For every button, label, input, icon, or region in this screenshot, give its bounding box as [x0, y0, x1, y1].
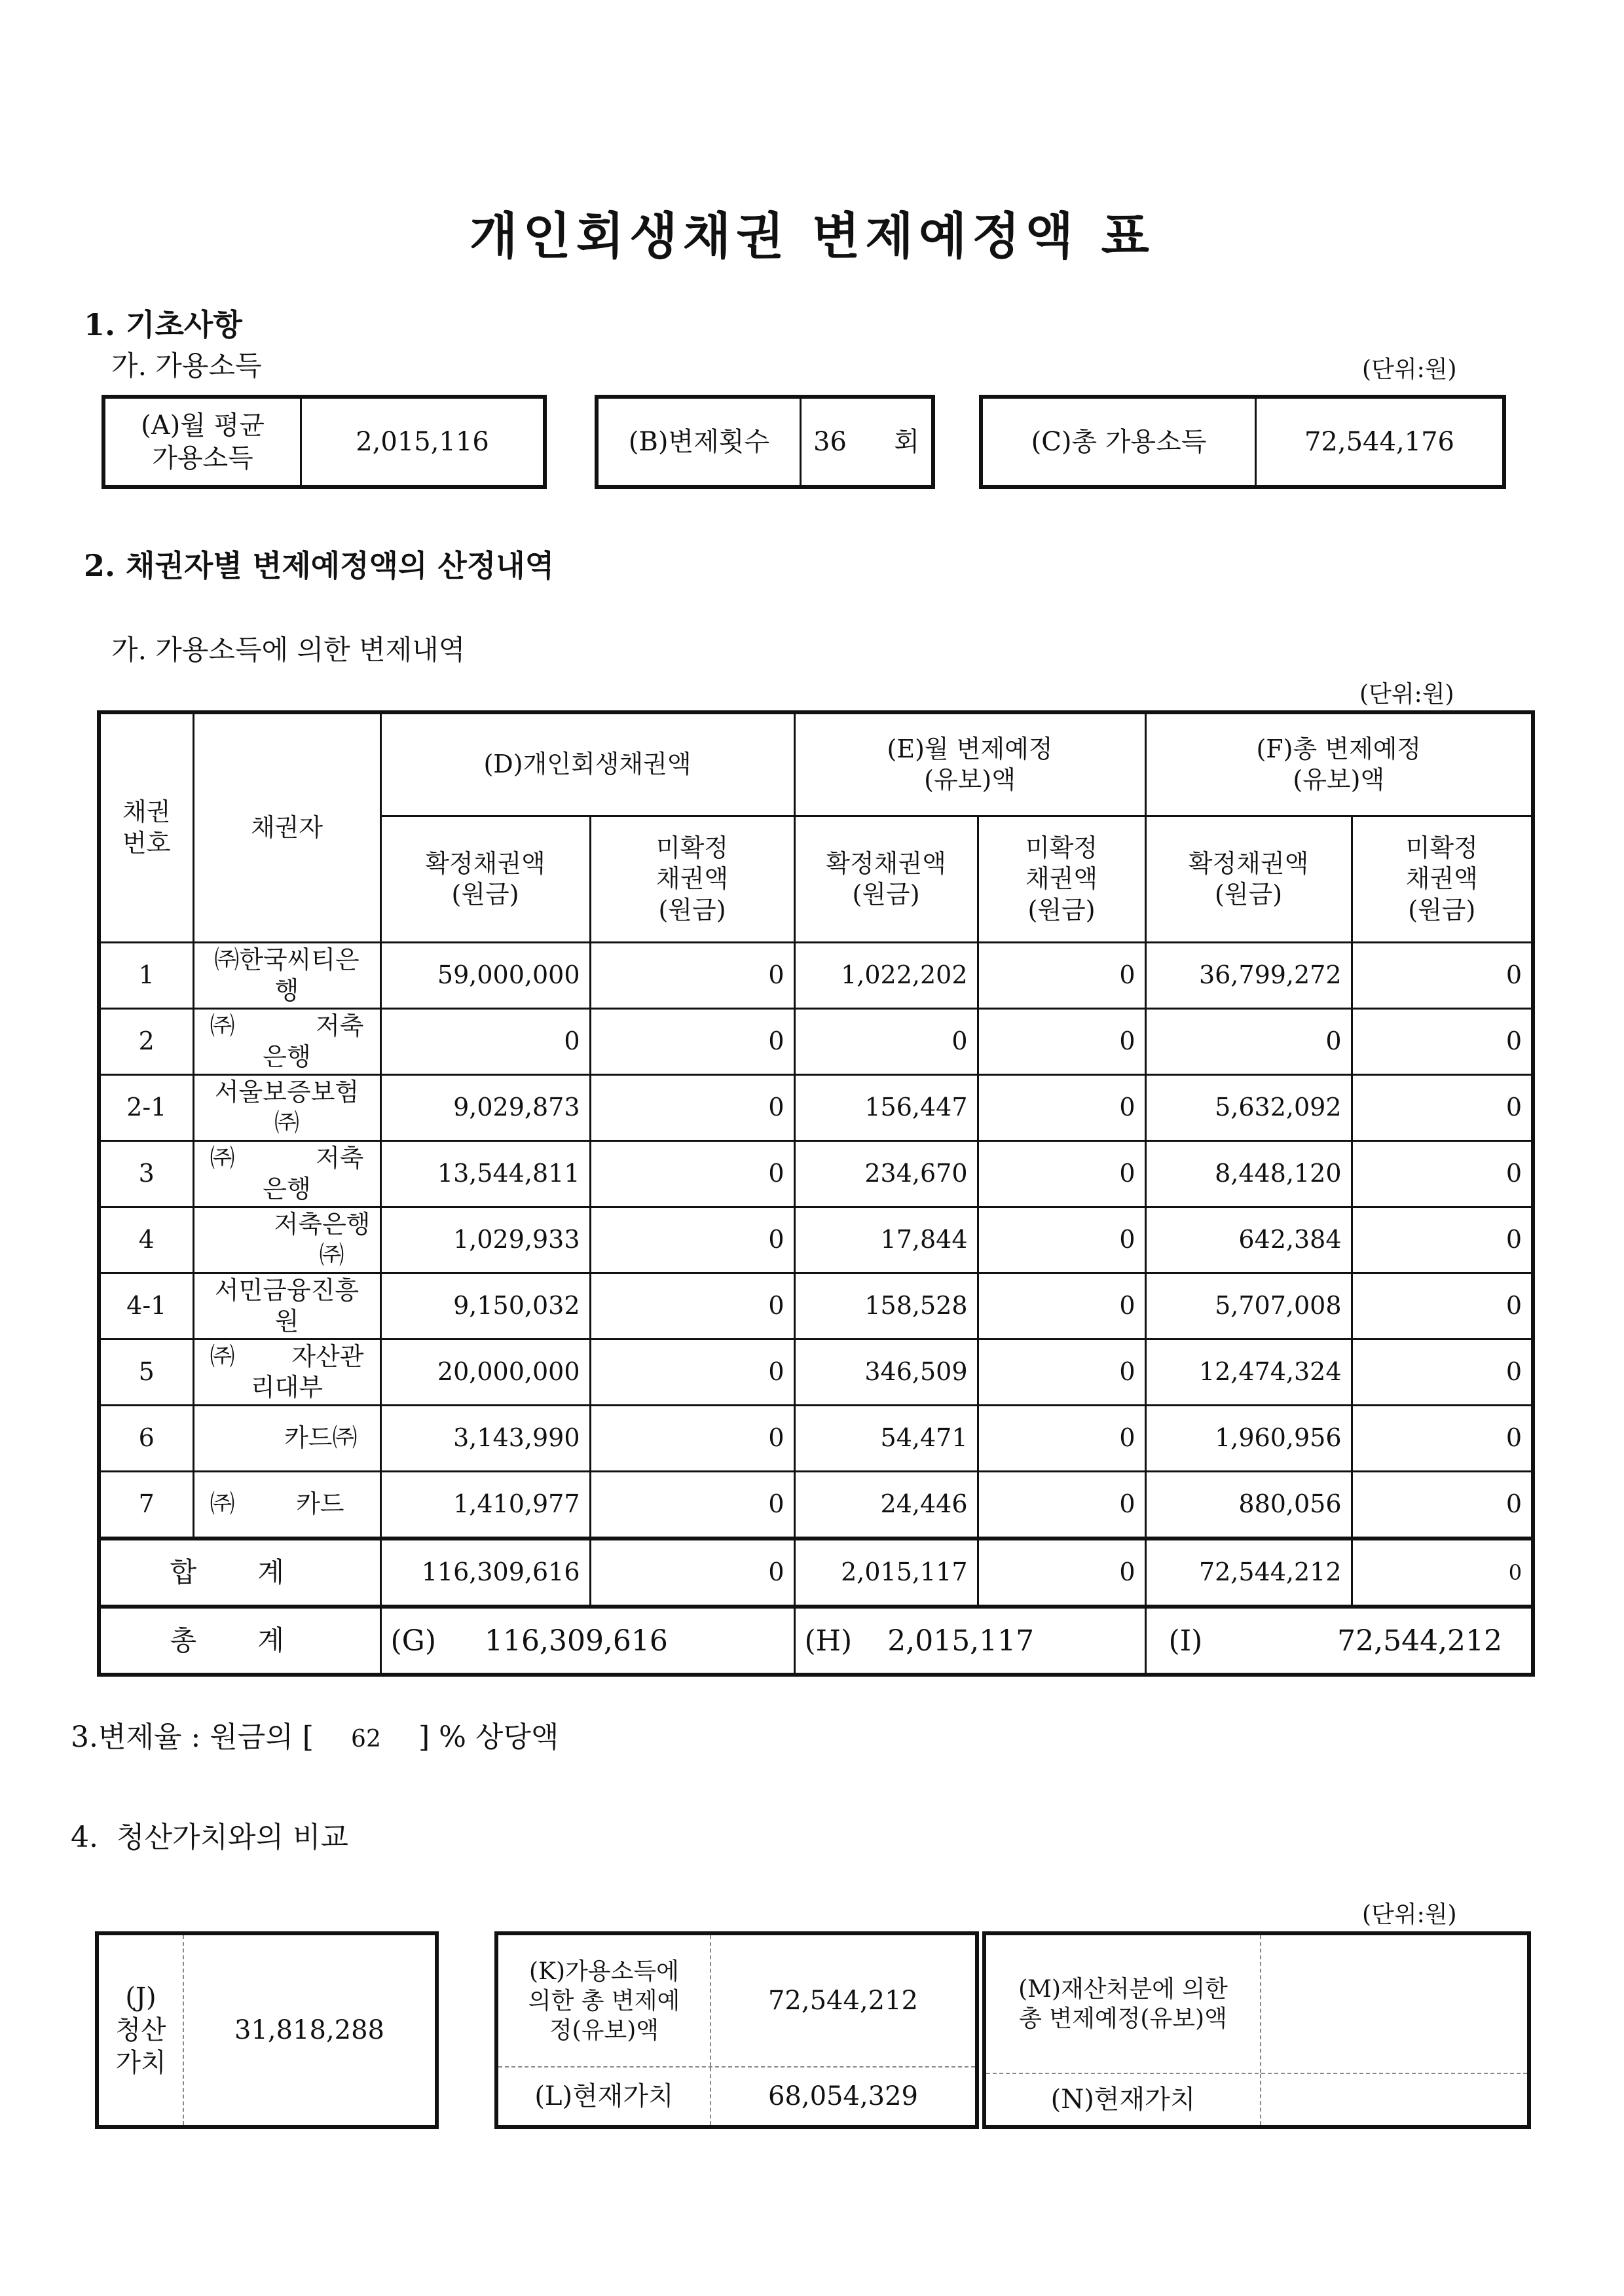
header-d-unconfirmed: 미확정 채권액 (원금): [590, 816, 794, 943]
row-no: 4: [99, 1207, 193, 1273]
section2-subheading: 가. 가용소득에 의한 변제내역: [111, 634, 466, 666]
row-no: 5: [99, 1339, 193, 1406]
f-unconfirmed: 0: [1352, 943, 1533, 1009]
e-confirmed: 24,446: [794, 1472, 978, 1539]
f-confirmed: 36,799,272: [1145, 943, 1352, 1009]
row-no: 2: [99, 1009, 193, 1075]
table-row: [99, 1339, 1533, 1406]
row-no: 3: [99, 1141, 193, 1207]
total-i: [1145, 1607, 1533, 1675]
total-row: [99, 1607, 1533, 1675]
e-unconfirmed: 0: [978, 1273, 1145, 1339]
d-unconfirmed: 0: [590, 1339, 794, 1406]
monthly-income-box: [101, 395, 547, 489]
table-row: [99, 1273, 1533, 1339]
header-f-unconfirmed: 미확정 채권액 (원금): [1352, 816, 1533, 943]
f-unconfirmed: 0: [1352, 1141, 1533, 1207]
f-confirmed: 880,056: [1145, 1472, 1352, 1539]
available-income-comparison-box: [494, 1931, 979, 2129]
f-unconfirmed: 0: [1352, 1406, 1533, 1472]
f-confirmed: 12,474,324: [1145, 1339, 1352, 1406]
creditor-name: 서울보증보험 ㈜: [193, 1075, 380, 1141]
sum-d-confirmed: 116,309,616: [380, 1539, 590, 1607]
d-unconfirmed: 0: [590, 1075, 794, 1141]
f-confirmed: 8,448,120: [1145, 1141, 1352, 1207]
creditor-name: ㈜ 자산관 리대부: [193, 1339, 380, 1406]
header-f: (F)총 변제예정 (유보)액: [1145, 712, 1533, 816]
header-e: (E)월 변제예정 (유보)액: [794, 712, 1145, 816]
section1-subheading: 가. 가용소득: [111, 350, 262, 382]
e-confirmed: 346,509: [794, 1339, 978, 1406]
liquidation-value-label: (J) 청산 가치: [99, 1935, 184, 2125]
e-unconfirmed: 0: [978, 1339, 1145, 1406]
total-income-label: (C)총 가용소득: [983, 399, 1257, 485]
row-no: 7: [99, 1472, 193, 1539]
monthly-income-value: 2,015,116: [356, 427, 489, 457]
f-confirmed: 0: [1145, 1009, 1352, 1075]
e-confirmed: 0: [794, 1009, 978, 1075]
row-no: 2-1: [99, 1075, 193, 1141]
section4-unit: (단위:원): [1362, 1901, 1457, 1928]
repayment-rate-line: [71, 1713, 559, 1755]
d-unconfirmed: 0: [590, 1406, 794, 1472]
f-unconfirmed: 0: [1352, 1009, 1533, 1075]
header-e-confirmed: 확정채권액 (원금): [794, 816, 978, 943]
sum-f-confirmed: 72,544,212: [1145, 1539, 1352, 1607]
creditor-name: 카드㈜: [193, 1406, 380, 1472]
liquidation-value: 31,818,288: [234, 2015, 385, 2045]
liquidation-value-box: [95, 1931, 439, 2129]
section2-heading: 2. 채권자별 변제예정액의 산정내역: [84, 548, 555, 583]
section4-heading: 4. 청산가치와의 비교: [71, 1821, 348, 1854]
table-row: [99, 1075, 1533, 1141]
f-confirmed: 5,707,008: [1145, 1273, 1352, 1339]
sum-e-confirmed: 2,015,117: [794, 1539, 978, 1607]
total-h-label: (H): [804, 1624, 853, 1658]
e-unconfirmed: 0: [978, 1075, 1145, 1141]
d-confirmed: 1,410,977: [380, 1472, 590, 1539]
section1-unit: (단위:원): [1362, 356, 1457, 383]
table-row: [99, 1141, 1533, 1207]
total-g-value: 116,309,616: [484, 1624, 668, 1658]
page-title: 개인회생채권 변제예정액 표: [470, 207, 1154, 265]
property-disposal-comparison-box: [982, 1931, 1531, 2129]
table-row: [99, 1207, 1533, 1273]
e-confirmed: 234,670: [794, 1141, 978, 1207]
f-confirmed: 1,960,956: [1145, 1406, 1352, 1472]
rate-value: 62: [351, 1726, 381, 1753]
k-value: 72,544,212: [767, 1986, 919, 2016]
e-unconfirmed: 0: [978, 1141, 1145, 1207]
e-unconfirmed: 0: [978, 1406, 1145, 1472]
d-unconfirmed: 0: [590, 1141, 794, 1207]
creditor-name: ㈜ 저축 은행: [193, 1141, 380, 1207]
d-unconfirmed: 0: [590, 943, 794, 1009]
d-unconfirmed: 0: [590, 1273, 794, 1339]
monthly-income-label: (A)월 평균 가용소득: [105, 399, 302, 485]
table-row: [99, 1406, 1533, 1472]
sum-row: [99, 1539, 1533, 1607]
section1-heading: 1. 기초사항: [84, 307, 242, 342]
rate-text-b: ] % 상당액: [418, 1721, 559, 1754]
sum-f-unconfirmed: 0: [1352, 1539, 1533, 1607]
d-confirmed: 20,000,000: [380, 1339, 590, 1406]
f-unconfirmed: 0: [1352, 1339, 1533, 1406]
section2-unit: (단위:원): [1359, 681, 1454, 708]
sum-e-unconfirmed: 0: [978, 1539, 1145, 1607]
total-label: 총 계: [99, 1607, 380, 1675]
table-row: [99, 943, 1533, 1009]
total-income-box: [979, 395, 1506, 489]
d-confirmed: 9,150,032: [380, 1273, 590, 1339]
k-label: (K)가용소득에 의한 총 변제예 정(유보)액: [498, 1935, 711, 2066]
f-confirmed: 642,384: [1145, 1207, 1352, 1273]
f-unconfirmed: 0: [1352, 1472, 1533, 1539]
total-i-value: 72,544,212: [1337, 1624, 1503, 1658]
total-income-value: 72,544,176: [1304, 427, 1455, 457]
creditor-name: 저축은행 ㈜: [193, 1207, 380, 1273]
rate-text-a: 3.변제율 : 원금의 [: [71, 1721, 314, 1754]
e-confirmed: 158,528: [794, 1273, 978, 1339]
e-unconfirmed: 0: [978, 1009, 1145, 1075]
d-confirmed: 59,000,000: [380, 943, 590, 1009]
d-confirmed: 13,544,811: [380, 1141, 590, 1207]
e-confirmed: 54,471: [794, 1406, 978, 1472]
l-value: 68,054,329: [767, 2081, 919, 2111]
row-no: 4-1: [99, 1273, 193, 1339]
d-confirmed: 9,029,873: [380, 1075, 590, 1141]
header-d: (D)개인회생채권액: [380, 712, 794, 816]
l-label: (L)현재가치: [498, 2068, 711, 2125]
header-e-unconfirmed: 미확정 채권액 (원금): [978, 816, 1145, 943]
sum-label: 합 계: [99, 1539, 380, 1607]
e-unconfirmed: 0: [978, 1207, 1145, 1273]
d-confirmed: 3,143,990: [380, 1406, 590, 1472]
e-unconfirmed: 0: [978, 943, 1145, 1009]
n-label: (N)현재가치: [986, 2074, 1261, 2125]
creditor-name: ㈜ 카드: [193, 1472, 380, 1539]
header-d-confirmed: 확정채권액 (원금): [380, 816, 590, 943]
e-confirmed: 156,447: [794, 1075, 978, 1141]
d-confirmed: 0: [380, 1009, 590, 1075]
total-h-value: 2,015,117: [887, 1624, 1035, 1658]
row-no: 6: [99, 1406, 193, 1472]
row-no: 1: [99, 943, 193, 1009]
f-confirmed: 5,632,092: [1145, 1075, 1352, 1141]
creditor-name: ㈜ 저축 은행: [193, 1009, 380, 1075]
repayment-count-box: [595, 395, 935, 489]
table-row: [99, 1009, 1533, 1075]
f-unconfirmed: 0: [1352, 1273, 1533, 1339]
n-value: [1261, 2074, 1527, 2125]
header-no: 채권 번호: [99, 712, 193, 943]
d-unconfirmed: 0: [590, 1009, 794, 1075]
d-confirmed: 1,029,933: [380, 1207, 590, 1273]
repayment-count-suffix: 회: [894, 427, 919, 457]
repayment-count-label: (B)변제횟수: [599, 399, 802, 485]
table-row: [99, 1472, 1533, 1539]
d-unconfirmed: 0: [590, 1472, 794, 1539]
repayment-table: [97, 710, 1535, 1677]
sum-d-unconfirmed: 0: [590, 1539, 794, 1607]
total-i-label: (I): [1168, 1624, 1203, 1658]
creditor-name: ㈜한국씨티은 행: [193, 943, 380, 1009]
m-value: [1261, 1935, 1527, 2073]
e-confirmed: 1,022,202: [794, 943, 978, 1009]
repayment-count-value: 36: [813, 427, 847, 457]
creditor-name: 서민금융진흥 원: [193, 1273, 380, 1339]
total-g-label: (G): [390, 1624, 436, 1658]
header-f-confirmed: 확정채권액 (원금): [1145, 816, 1352, 943]
d-unconfirmed: 0: [590, 1207, 794, 1273]
total-g: [380, 1607, 794, 1675]
f-unconfirmed: 0: [1352, 1075, 1533, 1141]
e-unconfirmed: 0: [978, 1472, 1145, 1539]
e-confirmed: 17,844: [794, 1207, 978, 1273]
m-label: (M)재산처분에 의한 총 변제예정(유보)액: [986, 1935, 1261, 2073]
f-unconfirmed: 0: [1352, 1207, 1533, 1273]
header-creditor: 채권자: [193, 712, 380, 943]
total-h: [794, 1607, 1145, 1675]
